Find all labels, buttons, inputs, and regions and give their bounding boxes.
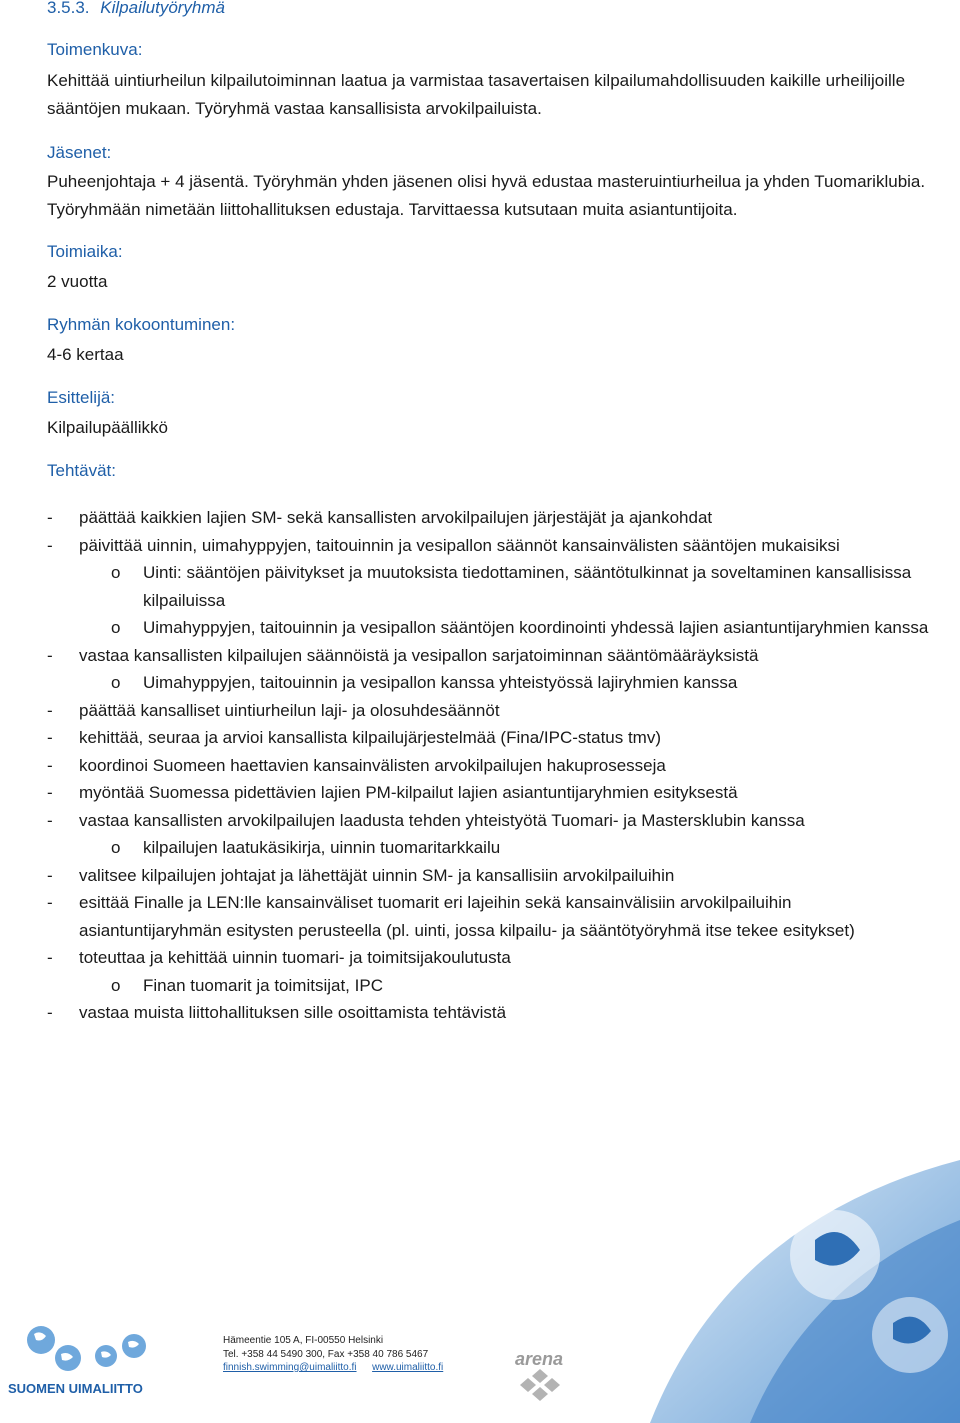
logo-text: SUOMEN UIMALIITTO: [8, 1381, 143, 1396]
circle-bullet: o: [111, 618, 121, 637]
task-item: [47, 889, 937, 944]
jasenet-label: Jäsenet:: [47, 143, 112, 162]
section-title: Kilpailutyöryhmä: [100, 0, 226, 17]
dash-bullet: -: [47, 865, 53, 885]
dash-bullet: -: [47, 508, 53, 527]
task-text: päivittää uinnin, uimahyppyjen, taitouinnin ja vesipallon säännöt kansainvälisten sääntöjen mukaisiksi: [79, 535, 840, 555]
toimenkuva-text: Kehittää uintiurheilun kilpailutoiminnan laatua ja varmistaa tasavertaisen kilpailumahdollisuuden kaikille urheilijoille sääntöjen mukaan. Työryhmä vastaa kansallisista arvokilpailuista.: [47, 71, 906, 118]
dash-bullet: -: [47, 728, 53, 747]
subtask-item: [47, 834, 937, 862]
esittelija-text: Kilpailupäällikkö: [47, 418, 168, 437]
circle-bullet: o: [111, 673, 121, 692]
circle-bullet: o: [111, 975, 121, 995]
dash-bullet: -: [47, 893, 53, 912]
task-text: vastaa muista liittohallituksen sille osoittamista tehtävistä: [79, 1003, 507, 1022]
task-item: [47, 862, 937, 890]
subtask-item: [47, 669, 937, 697]
task-text: Uimahyppyjen, taitouinnin ja vesipallon sääntöjen koordinointi yhdessä lajien asiantuntijaryhmien kanssa: [143, 618, 929, 637]
task-item: [47, 807, 937, 835]
dash-bullet: -: [47, 1003, 53, 1022]
arena-logo: [500, 1345, 580, 1405]
footer-website-link[interactable]: www.uimaliitto.fi: [372, 1362, 444, 1373]
dash-bullet: -: [47, 810, 53, 830]
task-text: esittää Finalle ja LEN:lle kansainväliset tuomarit eri lajeihin sekä kansainvälisiin arvokilpailuihin asiantuntijaryhmän esitysten perusteella (pl. uinti, jossa kilpailu- ja sääntötyöryhmä itse tekee esitykset): [79, 893, 855, 940]
task-text: kilpailujen laatukäsikirja, uinnin tuomaritarkkailu: [143, 838, 501, 857]
task-text: Uinti: sääntöjen päivitykset ja muutoksista tiedottaminen, sääntötulkinnat ja soveltaminen kansallisissa kilpailuissa: [143, 563, 912, 610]
arena-logo-text: arena: [515, 1349, 564, 1369]
task-item: [47, 944, 937, 972]
task-item: [47, 642, 937, 670]
subtask-item: [47, 972, 937, 1000]
jasenet-text: Puheenjohtaja + 4 jäsentä. Työryhmän yhden jäsenen olisi hyvä edustaa masteruintiurheilua ja yhden Tuomariklubia. Työryhmään nimetään liittohallituksen edustaja. Tarvittaessa kutsutaan muita asiantuntijoita.: [47, 172, 926, 219]
task-text: vastaa kansallisten arvokilpailujen laadusta tehden yhteistyötä Tuomari- ja Mastersklubin kanssa: [79, 810, 805, 830]
kokoontuminen-text: 4-6 kertaa: [47, 345, 124, 364]
toimiaika-label: Toimiaika:: [47, 242, 123, 261]
tehtavat-label: Tehtävät:: [47, 461, 116, 480]
task-item: [47, 504, 937, 532]
uimaliitto-logo: [6, 1320, 186, 1400]
task-text: koordinoi Suomeen haettavien kansainvälisten arvokilpailujen hakuprosesseja: [79, 755, 666, 775]
subtask-item: [47, 614, 937, 642]
footer-phone-line: Tel. +358 44 5490 300, Fax +358 40 786 5467: [223, 1348, 429, 1360]
task-item: [47, 697, 937, 725]
section-heading: [47, 0, 225, 18]
dash-bullet: -: [47, 535, 53, 555]
task-item: [47, 532, 937, 560]
task-text: myöntää Suomessa pidettävien lajien PM-kilpailut lajien asiantuntijaryhmien esityksestä: [79, 783, 738, 802]
dash-bullet: -: [47, 700, 53, 720]
task-text: kehittää, seuraa ja arvioi kansallista kilpailujärjestelmää (Fina/IPC-status tmv): [79, 728, 662, 747]
toimiaika-text: 2 vuotta: [47, 272, 108, 291]
circle-bullet: o: [111, 838, 121, 857]
footer-email-link[interactable]: finnish.swimming@uimaliitto.fi: [223, 1362, 357, 1373]
task-item: [47, 752, 937, 780]
kokoontuminen-label: Ryhmän kokoontuminen:: [47, 315, 236, 334]
task-text: valitsee kilpailujen johtajat ja lähettäjät uinnin SM- ja kansallisiin arvokilpailuihin: [79, 865, 675, 885]
esittelija-label: Esittelijä:: [47, 388, 116, 407]
section-number: 3.5.3.: [47, 0, 90, 17]
circle-bullet: o: [111, 563, 121, 582]
task-list: [47, 504, 937, 1027]
task-item: [47, 724, 937, 752]
dash-bullet: -: [47, 645, 53, 665]
task-item: [47, 999, 937, 1027]
swimmer-artwork: [610, 1160, 960, 1423]
task-text: Finan tuomarit ja toimitsijat, IPC: [143, 975, 383, 995]
task-text: päättää kansalliset uintiurheilun laji- ja olosuhdesäännöt: [79, 700, 500, 720]
task-text: toteuttaa ja kehittää uinnin tuomari- ja toimitsijakoulutusta: [79, 948, 511, 967]
task-text: vastaa kansallisten kilpailujen säännöistä ja vesipallon sarjatoiminnan sääntömääräyksistä: [79, 645, 759, 665]
footer-contact: [223, 1334, 443, 1375]
task-text: Uimahyppyjen, taitouinnin ja vesipallon kanssa yhteistyössä lajiryhmien kanssa: [143, 673, 738, 692]
task-text: päättää kaikkien lajien SM- sekä kansallisten arvokilpailujen järjestäjät ja ajankohdat: [79, 508, 713, 527]
subtask-item: [47, 559, 937, 614]
task-item: [47, 779, 937, 807]
toimenkuva-label: Toimenkuva:: [47, 40, 143, 59]
footer-address-line: Hämeentie 105 A, FI-00550 Helsinki: [223, 1335, 384, 1346]
dash-bullet: -: [47, 948, 53, 967]
dash-bullet: -: [47, 755, 53, 775]
dash-bullet: -: [47, 783, 53, 802]
arena-diamond-icon: [520, 1369, 560, 1401]
